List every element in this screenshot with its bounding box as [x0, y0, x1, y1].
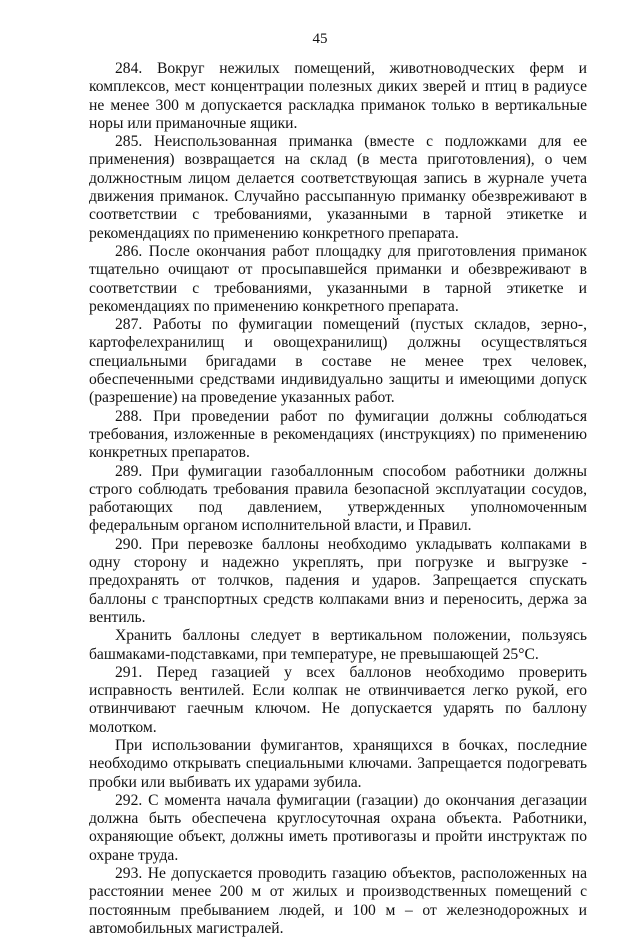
paragraph-293: 293. Не допускается проводить газацию объектов, расположенных на расстоянии менее 200 м от жилых и производственных помещений с постоянным пребыванием людей, и 100 м – от железнодорожных и автомобильных магистралей.	[89, 865, 587, 937]
paragraph-284: 284. Вокруг нежилых помещений, животноводческих ферм и комплексов, мест концентрации полезных диких зверей и птиц в радиусе не менее 300 м допускается раскладка приманок только в вертикальные норы или приманочные ящики.	[89, 60, 587, 132]
paragraph-287: 287. Работы по фумигации помещений (пустых складов, зерно-, картофелехранилищ и овощехранилищ) должны осуществляться специальными бригадами в составе не менее трех человек, обеспеченными средствами индивидуально защиты и имеющими допуск (разрешение) на проведение указанных работ.	[89, 316, 587, 407]
paragraph-289: 289. При фумигации газобаллонным способом работники должны строго соблюдать требования правила безопасной эксплуатации сосудов, работающих под давлением, утвержденных уполномоченным федеральным органом исполнительной власти, и Правил.	[89, 462, 587, 535]
paragraph-292: 292. С момента начала фумигации (газации) до окончания дегазации должна быть обеспечена круглосуточная охрана объекта. Работники, охраняющие объект, должны иметь противогазы и пройти инструктаж по охране труда.	[89, 791, 587, 864]
page-number: 45	[312, 31, 328, 47]
paragraph-290: 290. При перевозке баллоны необходимо укладывать колпаками в одну сторону и надежно укреплять, при погрузке и выгрузке - предохранять от толчков, падения и ударов. Запрещается спускать баллоны с транспортных средств колпаками вниз и переносить, держа за вентиль.	[89, 535, 587, 626]
paragraph-288: 288. При проведении работ по фумигации должны соблюдаться требования, изложенные в рекомендациях (инструкциях) по применению конкретных препаратов.	[89, 407, 587, 462]
paragraph-285: 285. Неиспользованная приманка (вместе с подложками для ее применения) возвращается на склад (в места приготовления), о чем должностным лицом делается соответствующая запись в журнале учета движения приманок. Случайно рассыпанную приманку обезвреживают в соответствии с требованиями, указанными в тарной этикетке и рекомендациях по применению конкретного препарата.	[89, 133, 587, 242]
paragraph-291: 291. Перед газацией у всех баллонов необходимо проверить исправность вентилей. Если колпак не отвинчивается легко рукой, его отвинчивают гаечным ключом. Не допускается ударять по баллону молотком.	[89, 663, 587, 736]
paragraph-286: 286. После окончания работ площадку для приготовления приманок тщательно очищают от просыпавшейся приманки и обезвреживают в соответствии с требованиями, указанными в тарной этикетке и рекомендациях по применению конкретного препарата.	[89, 242, 587, 315]
paragraph-291-fumigants: При использовании фумигантов, хранящихся в бочках, последние необходимо открывать специальными ключами. Запрещается подогревать пробки или выбивать их ударами зубила.	[89, 736, 587, 791]
paragraph-290-storage: Хранить баллоны следует в вертикальном положении, пользуясь башмаками-подставками, при температуре, не превышающей 25°С.	[89, 627, 587, 663]
document-body	[89, 60, 587, 938]
